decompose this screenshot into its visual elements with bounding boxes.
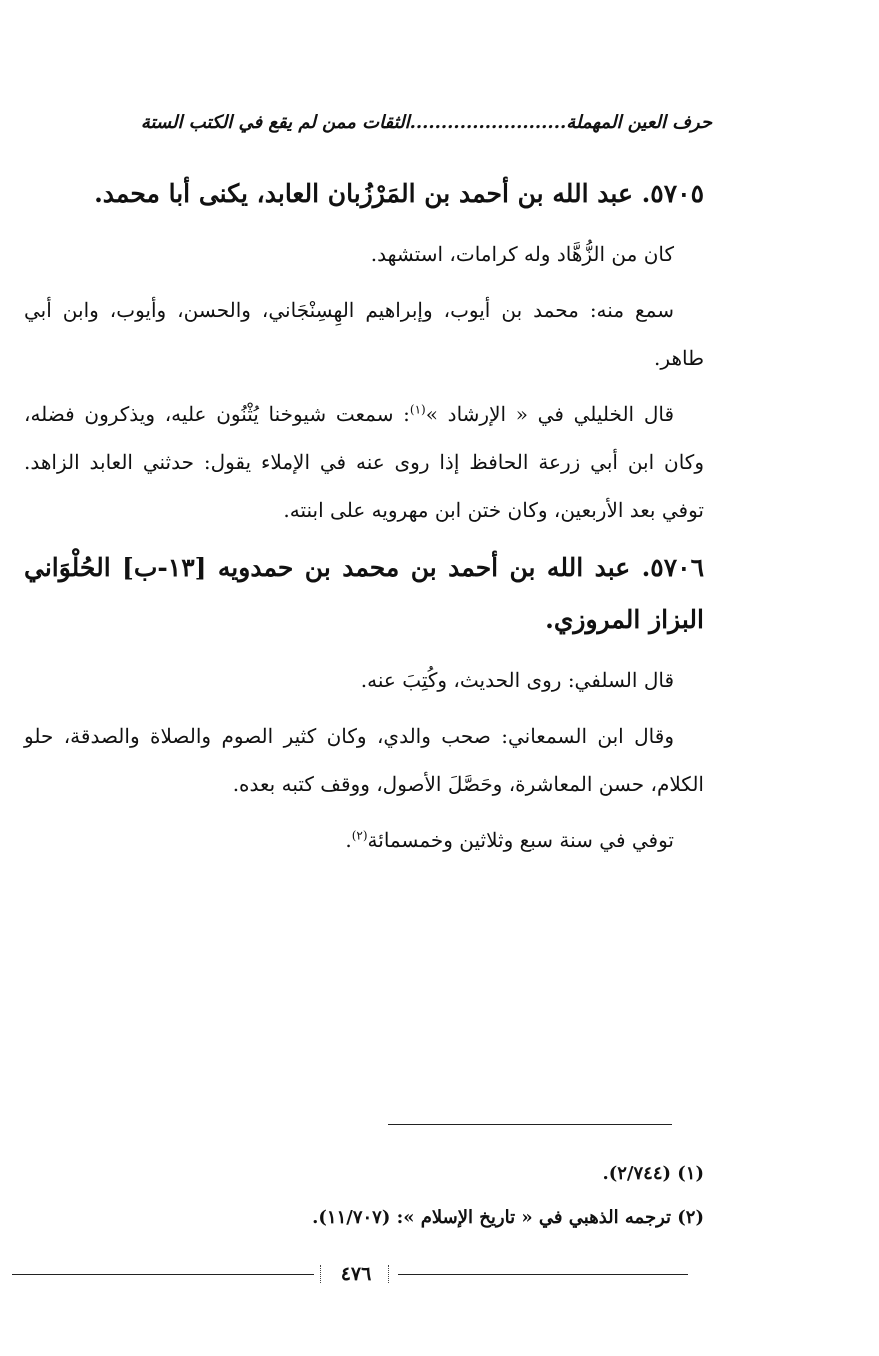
paragraph-text: . (345, 828, 352, 852)
footnote-1: (١) (٢/٧٤٤). (602, 1163, 704, 1184)
running-head: حرف العين المهملة.........................الثقات ممن لم يقع في الكتب الستة (140, 112, 712, 133)
footnotes (180, 1152, 704, 1240)
paragraph: وقال ابن السمعاني: صحب والدي، وكان كثير الصوم والصلاة والصدقة، حلو الكلام، حسن المعاشرة، وحَصَّلَ الأصول، ووقف كتبه بعده. (24, 724, 704, 796)
entry-heading: ٥٧٠٦. عبد الله بن أحمد بن محمد بن حمدويه [١٣-ب] الحُلْوَاني البزاز المروزي. (24, 553, 705, 634)
footnote-marker: (١) (409, 402, 426, 417)
entry-5705 (24, 168, 704, 534)
footnote-divider (388, 1124, 672, 1125)
paragraph (24, 390, 704, 534)
paragraph: كان من الزُّهَّاد وله كرامات، استشهد. (370, 242, 674, 266)
paragraph: قال السلفي: روى الحديث، وكُتِبَ عنه. (360, 668, 674, 692)
paragraph: سمع منه: محمد بن أيوب، وإبراهيم الهِسِنْجَاني، والحسن، وأيوب، وابن أبي طاهر. (24, 298, 704, 370)
footnote-marker: (٢) (351, 828, 368, 843)
paragraph-text: : سمعت شيوخنا يُثْنُون عليه، ويذكرون فضله، وكان ابن أبي زرعة الحافظ إذا روى عنه في الإملاء يقول: حدثني العابد الزاهد. توفي بعد الأربعين، وكان ختن ابن مهرويه على ابنته. (24, 402, 704, 522)
paragraph-text: قال الخليلي في « الإرشاد » (425, 402, 675, 426)
paragraph (24, 816, 704, 864)
entry-5706 (24, 542, 704, 864)
body-text (24, 168, 704, 872)
paragraph-text: توفي في سنة سبع وثلاثين وخمسمائة (367, 828, 674, 852)
entry-heading: ٥٧٠٥. عبد الله بن أحمد بن المَرْزُبان العابد، يكنى أبا محمد. (94, 179, 704, 208)
footnote-2: (٢) ترجمه الذهبي في « تاريخ الإسلام »: (١١/٧٠٧). (312, 1207, 704, 1228)
page-number: ٤٧٦ (314, 1261, 398, 1287)
